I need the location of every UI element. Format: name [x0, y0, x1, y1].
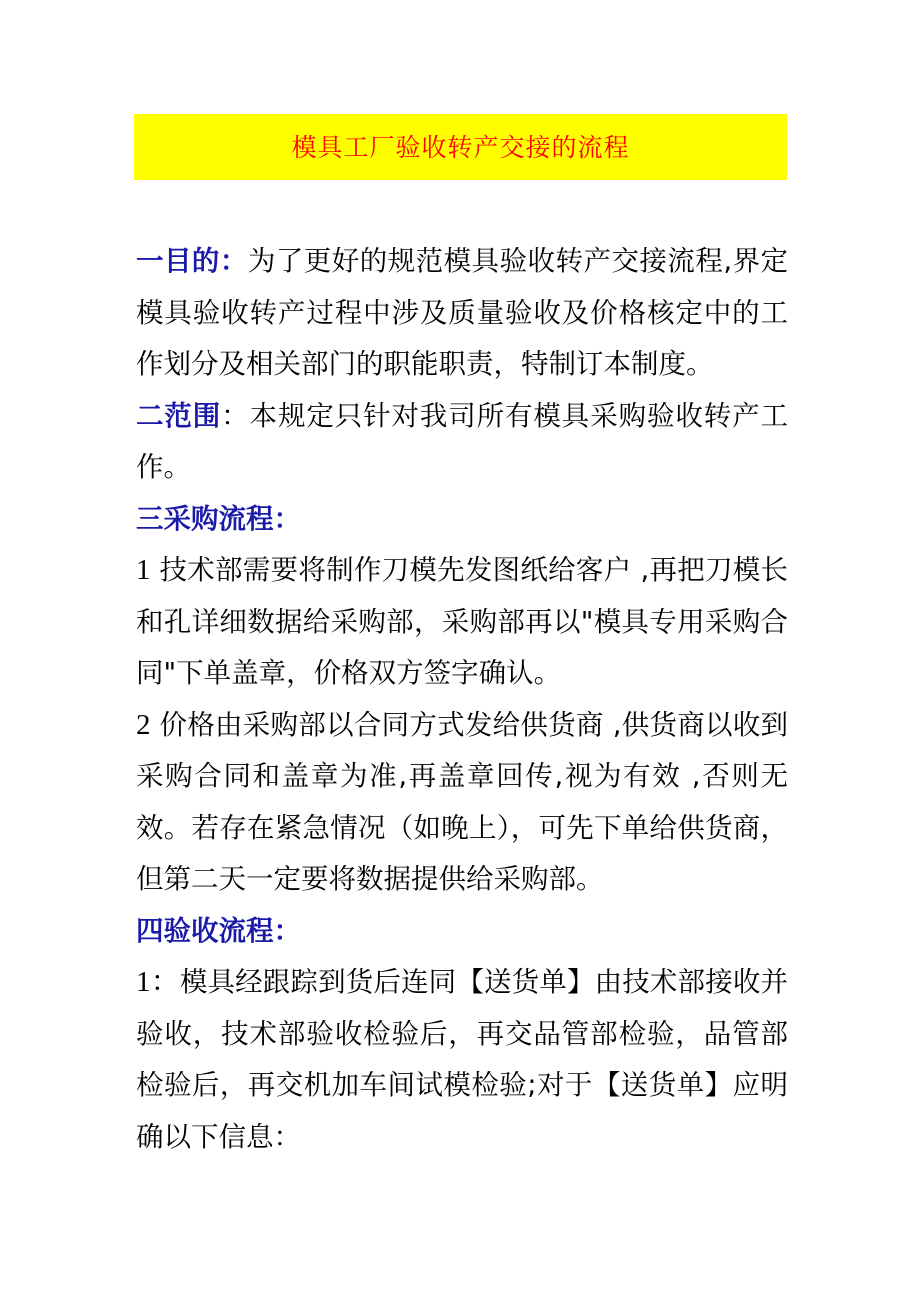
- purchase-item-1-text: 技术部需要将制作刀模先发图纸给客户 ,再把刀模长和孔详细数据给采购部，采购部再以"模具专用采购合同"下单盖章，价格双方签字确认。: [136, 554, 789, 689]
- acceptance-item-1-number: 1：: [136, 966, 180, 998]
- scope-text: ：本规定只针对我司所有模具采购验收转产工作。: [136, 399, 789, 483]
- scope-paragraph: [136, 391, 788, 494]
- purpose-paragraph: [136, 236, 788, 391]
- acceptance-item-1-text: 模具经跟踪到货后连同【送货单】由技术部接收并验收，技术部验收检验后，再交品管部检验，品管部检验后，再交机加车间试模检验;对于【送货单】应明确以下信息：: [136, 966, 788, 1153]
- purchase-item-1: [136, 545, 788, 700]
- title-banner: [134, 114, 787, 180]
- purchase-item-1-number: 1: [136, 554, 151, 586]
- acceptance-item-1: [136, 957, 788, 1163]
- purpose-text: 为了更好的规范模具验收转产交接流程,界定模具验收转产过程中涉及质量验收及价格核定中的工作划分及相关部门的职能职责，特制订本制度。: [136, 245, 788, 380]
- acceptance-heading: 四验收流程：: [136, 914, 301, 947]
- page-title: 模具工厂验收转产交接的流程: [291, 132, 630, 162]
- acceptance-heading-line: [136, 906, 788, 958]
- purchase-heading: 三采购流程：: [136, 502, 301, 535]
- purpose-heading: 一目的：: [136, 245, 248, 277]
- purchase-item-2: [136, 700, 788, 906]
- purchase-item-2-text: 价格由采购部以合同方式发给供货商 ,供货商以收到采购合同和盖章为准,再盖章回传,视为有效 ,否则无效。若存在紧急情况（如晚上），可先下单给供货商，但第二天一定要将数据提供给采购部。: [136, 708, 789, 895]
- purchase-heading-line: [136, 494, 788, 546]
- scope-heading: 二范围: [136, 399, 222, 432]
- document-body: [136, 236, 788, 1163]
- purchase-item-2-number: 2: [136, 708, 151, 741]
